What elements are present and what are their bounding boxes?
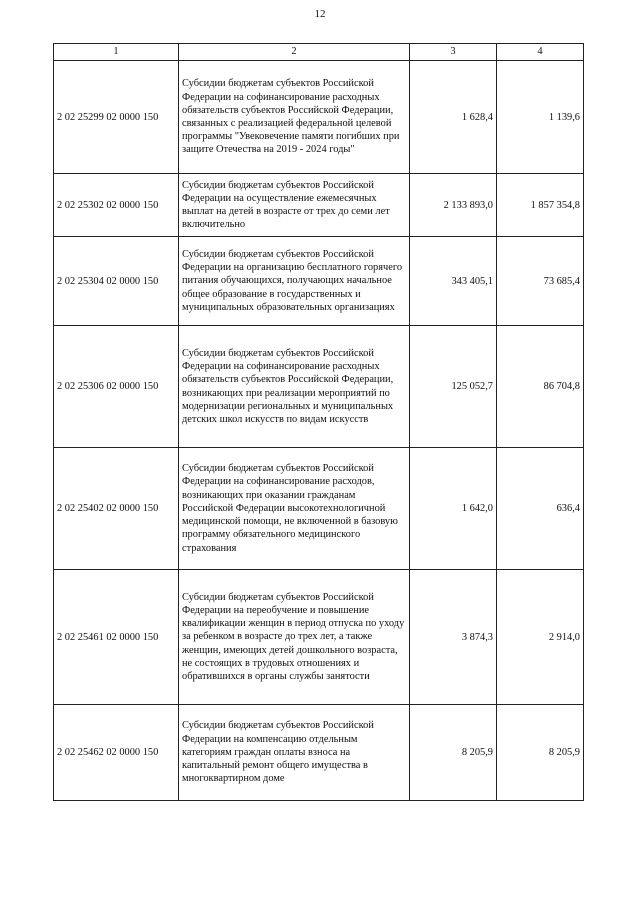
- budget-code: 2 02 25461 02 0000 150: [54, 570, 179, 705]
- value-column-3: 1 642,0: [410, 448, 497, 570]
- budget-code: 2 02 25304 02 0000 150: [54, 237, 179, 326]
- value-column-3: 3 874,3: [410, 570, 497, 705]
- budget-code: 2 02 25302 02 0000 150: [54, 174, 179, 237]
- value-column-4: 86 704,8: [497, 326, 584, 448]
- budget-code: 2 02 25402 02 0000 150: [54, 448, 179, 570]
- value-column-3: 8 205,9: [410, 705, 497, 801]
- page-number: 12: [314, 8, 326, 20]
- value-column-4: 73 685,4: [497, 237, 584, 326]
- value-column-3: 343 405,1: [410, 237, 497, 326]
- column-header-3: 3: [410, 44, 497, 61]
- value-column-4: 1 139,6: [497, 61, 584, 174]
- table-row: [54, 570, 584, 705]
- value-column-4: 2 914,0: [497, 570, 584, 705]
- value-column-4: 8 205,9: [497, 705, 584, 801]
- row-description: Субсидии бюджетам субъектов Российской Федерации на компенсацию отдельным категориям граждан оплаты взноса на капитальный ремонт общего имущества в многоквартирном доме: [179, 705, 410, 801]
- value-column-4: 636,4: [497, 448, 584, 570]
- value-column-3: 125 052,7: [410, 326, 497, 448]
- value-column-3: 2 133 893,0: [410, 174, 497, 237]
- value-column-4: 1 857 354,8: [497, 174, 584, 237]
- budget-code: 2 02 25306 02 0000 150: [54, 326, 179, 448]
- row-description: Субсидии бюджетам субъектов Российской Федерации на софинансирование расходных обязательств субъектов Российской Федерации, возникающих при реализации мероприятий по модернизации региональных и муниципальных детских школ искусств по видам искусств: [179, 326, 410, 448]
- budget-code: 2 02 25462 02 0000 150: [54, 705, 179, 801]
- column-header-4: 4: [497, 44, 584, 61]
- table-row: [54, 174, 584, 237]
- table-row: [54, 326, 584, 448]
- column-header-2: 2: [179, 44, 410, 61]
- table-row: [54, 237, 584, 326]
- row-description: Субсидии бюджетам субъектов Российской Федерации на переобучение и повышение квалификации женщин в период отпуска по уходу за ребенком в возрасте до трех лет, а также женщин, имеющих детей дошкольного возраста, не состоящих в трудовых отношениях и обратившихся в органы службы занятости: [179, 570, 410, 705]
- row-description: Субсидии бюджетам субъектов Российской Федерации на осуществление ежемесячных выплат на детей в возрасте от трех до семи лет включительно: [179, 174, 410, 237]
- column-header-1: 1: [54, 44, 179, 61]
- budget-table: [53, 43, 584, 801]
- budget-code: 2 02 25299 02 0000 150: [54, 61, 179, 174]
- table-header-row: [54, 44, 584, 61]
- table-row: [54, 705, 584, 801]
- table-row: [54, 61, 584, 174]
- row-description: Субсидии бюджетам субъектов Российской Федерации на софинансирование расходных обязательств субъектов Российской Федерации, связанных с реализацией федеральной целевой программы "Увековечение памяти погибших при защите Отечества на 2019 - 2024 годы": [179, 61, 410, 174]
- table-row: [54, 448, 584, 570]
- row-description: Субсидии бюджетам субъектов Российской Федерации на организацию бесплатного горячего питания обучающихся, получающих начальное общее образование в государственных и муниципальных образовательных организациях: [179, 237, 410, 326]
- value-column-3: 1 628,4: [410, 61, 497, 174]
- row-description: Субсидии бюджетам субъектов Российской Федерации на софинансирование расходов, возникающих при оказании гражданам Российской Федерации высокотехнологичной медицинской помощи, не включенной в базовую программу обязательного медицинского страхования: [179, 448, 410, 570]
